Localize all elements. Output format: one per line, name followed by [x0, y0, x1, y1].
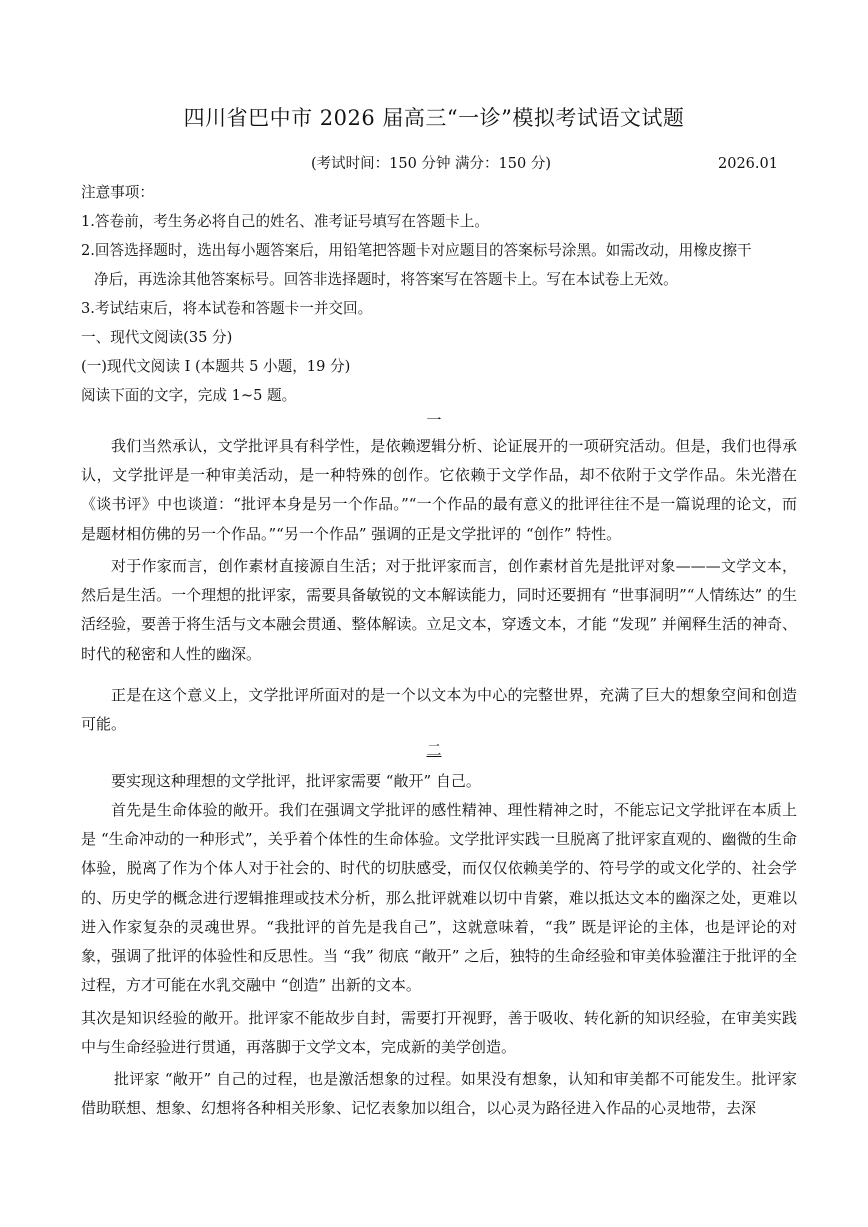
article-paragraph: 对于作家而言，创作素材直接源自生活；对于批评家而言，创作素材首先是批评对象———文学文本，然后是生活。一个理想的批评家，需要具备敏锐的文本解读能力，同时还要拥有 “世事洞明”“人情练达” 的生活经验，要善于将生活与文本融会贯通、整体解读。立足文本，穿透文本，才能 “发现” 并阐释生活的神奇、时代的秘密和人性的幽深。: [81, 557, 797, 663]
exam-info: (考试时间：150 分钟 满分：150 分): [311, 156, 551, 172]
notice-heading: 注意事项：: [81, 184, 154, 201]
article-paragraph: 首先是生命体验的敞开。我们在强调文学批评的感性精神、理性精神之时，不能忘记文学批评在本质上是 “生命冲动的一种形式”，关乎着个体性的生命体验。文学批评实践一旦脱离了批评家直观的、幽微的生命体验，脱离了作为个体人对于社会的、时代的切肤感受，而仅仅依赖美学的、符号学的或文化学的、社会学的、历史学的概念进行逻辑推理或技术分析，那么批评就难以切中肯綮，难以抵达文本的幽深之处，更难以进入作家复杂的灵魂世界。“我批评的首先是我自己”，这就意味着，“我” 既是评论的主体，也是评论的对象，强调了批评的体验性和反思性。当 “我” 彻底 “敞开” 之后，独特的生命经验和审美体验灌注于批评的全过程，方才可能在水乳交融中 “创造” 出新的文本。: [81, 801, 797, 995]
article-paragraph: 其次是知识经验的敞开。批评家不能故步自封，需要打开视野，善于吸收、转化新的知识经验，在审美实践中与生命经验进行贯通，再落脚于文学文本，完成新的美学创造。: [81, 1009, 797, 1057]
article-paragraph: 要实现这种理想的文学批评，批评家需要 “敞开” 自己。: [111, 772, 481, 790]
section-mark-one: 一: [426, 411, 442, 429]
sub-section-title: (一)现代文阅读 I (本题共 5 小题，19 分): [81, 358, 351, 375]
notice-item-2: 2.回答选择题时，选出每小题答案后，用铅笔把答题卡对应题目的答案标号涂黑。如需改动，用橡皮擦干: [81, 242, 752, 259]
reading-instruction: 阅读下面的文字，完成 1~5 题。: [81, 387, 297, 404]
article-paragraph: 我们当然承认，文学批评具有科学性，是依赖逻辑分析、论证展开的一项研究活动。但是，我们也得承认，文学批评是一种审美活动，是一种特殊的创作。它依赖于文学作品，却不依附于文学作品。朱光潜在《谈书评》中也谈道：“批评本身是另一个作品。”“一个作品的最有意义的批评往往不是一篇说理的论文，而是题材相仿佛的另一个作品。”“另一个作品” 强调的正是文学批评的 “创作” 特性。: [81, 437, 797, 543]
article-paragraph: 正是在这个意义上，文学批评所面对的是一个以文本为中心的完整世界，充满了巨大的想象空间和创造可能。: [81, 686, 797, 734]
section-mark-two: 二: [426, 741, 442, 759]
notice-item-1: 1.答卷前，考生务必将自己的姓名、准考证号填写在答题卡上。: [81, 213, 489, 230]
exam-date: 2026.01: [718, 156, 778, 172]
part-title: 一、现代文阅读(35 分): [81, 329, 233, 346]
exam-title: 四川省巴中市 2026 届高三“一诊”模拟考试语文试题: [183, 106, 685, 130]
notice-item-2-continued: 净后，再选涂其他答案标号。回答非选择题时，将答案写在答题卡上。写在本试卷上无效。: [94, 271, 678, 288]
notice-item-3: 3.考试结束后，将本试卷和答题卡一并交回。: [81, 300, 373, 317]
article-paragraph: 批评家 “敞开” 自己的过程，也是激活想象的过程。如果没有想象，认知和审美都不可能发生。批评家借助联想、想象、幻想将各种相关形象、记忆表象加以组合，以心灵为路径进入作品的心灵地带，去深: [81, 1070, 797, 1118]
